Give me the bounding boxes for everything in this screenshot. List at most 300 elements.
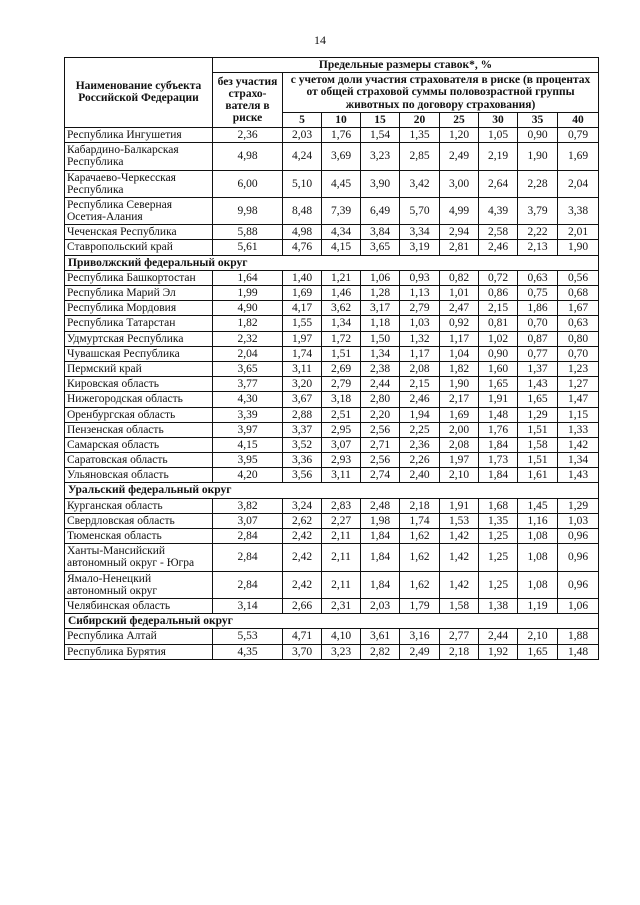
rate-with-participation: 1,79	[400, 598, 440, 613]
table-row	[65, 240, 599, 255]
rate-with-participation: 1,03	[400, 316, 440, 331]
rate-with-participation: 0,87	[518, 331, 558, 346]
rate-without-participation: 3,77	[213, 377, 283, 392]
rate-with-participation: 2,56	[361, 422, 400, 437]
rate-without-participation: 2,32	[213, 331, 283, 346]
rate-without-participation: 4,30	[213, 392, 283, 407]
rate-with-participation: 1,76	[322, 127, 361, 142]
table-row	[65, 529, 599, 544]
rate-with-participation: 1,74	[283, 346, 322, 361]
rate-with-participation: 0,79	[558, 127, 599, 142]
rate-with-participation: 2,49	[400, 644, 440, 659]
rate-with-participation: 2,03	[283, 127, 322, 142]
rate-with-participation: 2,01	[558, 225, 599, 240]
rate-without-participation: 2,84	[213, 571, 283, 598]
table-row	[65, 143, 599, 170]
rate-with-participation: 2,85	[400, 143, 440, 170]
rate-with-participation: 1,51	[518, 422, 558, 437]
section-row	[65, 255, 599, 270]
rate-with-participation: 0,90	[518, 127, 558, 142]
rate-with-participation: 1,20	[440, 127, 479, 142]
rate-with-participation: 2,80	[361, 392, 400, 407]
rate-with-participation: 6,49	[361, 197, 400, 224]
rate-with-participation: 3,00	[440, 170, 479, 197]
rate-with-participation: 4,99	[440, 197, 479, 224]
rate-with-participation: 2,25	[400, 422, 440, 437]
rate-with-participation: 1,84	[361, 544, 400, 571]
rate-with-participation: 3,62	[322, 301, 361, 316]
rate-with-participation: 1,23	[558, 361, 599, 376]
rate-with-participation: 2,13	[518, 240, 558, 255]
region-name: Свердловская область	[65, 513, 213, 528]
header-share: 15	[361, 112, 400, 127]
rate-with-participation: 3,23	[322, 644, 361, 659]
rate-with-participation: 1,68	[479, 498, 518, 513]
rate-with-participation: 0,96	[558, 529, 599, 544]
rate-with-participation: 3,20	[283, 377, 322, 392]
rate-with-participation: 2,18	[400, 498, 440, 513]
rate-with-participation: 1,34	[322, 316, 361, 331]
rate-with-participation: 1,18	[361, 316, 400, 331]
table-row	[65, 316, 599, 331]
rate-with-participation: 2,48	[361, 498, 400, 513]
table-row	[65, 197, 599, 224]
rate-with-participation: 2,69	[322, 361, 361, 376]
rate-with-participation: 1,69	[558, 143, 599, 170]
rate-with-participation: 2,36	[400, 437, 440, 452]
region-name: Республика Ингушетия	[65, 127, 213, 142]
rate-with-participation: 1,34	[361, 346, 400, 361]
rate-with-participation: 0,70	[558, 346, 599, 361]
rate-without-participation: 2,84	[213, 529, 283, 544]
rate-with-participation: 1,65	[518, 644, 558, 659]
region-name: Республика Башкортостан	[65, 270, 213, 285]
table-row	[65, 346, 599, 361]
rate-with-participation: 2,74	[361, 468, 400, 483]
rate-without-participation: 2,84	[213, 544, 283, 571]
rate-with-participation: 1,25	[479, 571, 518, 598]
rate-without-participation: 2,36	[213, 127, 283, 142]
rate-with-participation: 2,20	[361, 407, 400, 422]
rate-with-participation: 3,90	[361, 170, 400, 197]
rate-without-participation: 4,90	[213, 301, 283, 316]
rate-with-participation: 1,62	[400, 544, 440, 571]
rate-with-participation: 0,77	[518, 346, 558, 361]
rate-with-participation: 1,28	[361, 286, 400, 301]
rate-with-participation: 2,38	[361, 361, 400, 376]
table-row	[65, 286, 599, 301]
rate-with-participation: 1,29	[558, 498, 599, 513]
rate-with-participation: 0,92	[440, 316, 479, 331]
rate-with-participation: 1,47	[558, 392, 599, 407]
rate-without-participation: 4,35	[213, 644, 283, 659]
rate-without-participation: 3,65	[213, 361, 283, 376]
rate-with-participation: 2,11	[322, 571, 361, 598]
rate-with-participation: 3,11	[322, 468, 361, 483]
rate-with-participation: 0,63	[518, 270, 558, 285]
rate-with-participation: 2,18	[440, 644, 479, 659]
rate-without-participation: 1,82	[213, 316, 283, 331]
table-row	[65, 498, 599, 513]
region-name: Ставропольский край	[65, 240, 213, 255]
rate-with-participation: 3,52	[283, 437, 322, 452]
rate-with-participation: 5,10	[283, 170, 322, 197]
rate-with-participation: 2,71	[361, 437, 400, 452]
rate-with-participation: 1,98	[361, 513, 400, 528]
rate-with-participation: 7,39	[322, 197, 361, 224]
rate-with-participation: 2,27	[322, 513, 361, 528]
rate-with-participation: 2,95	[322, 422, 361, 437]
rate-with-participation: 2,11	[322, 529, 361, 544]
rate-with-participation: 1,61	[518, 468, 558, 483]
rate-without-participation: 3,95	[213, 453, 283, 468]
rate-with-participation: 1,08	[518, 571, 558, 598]
rate-without-participation: 3,97	[213, 422, 283, 437]
table-row	[65, 644, 599, 659]
rate-with-participation: 1,46	[322, 286, 361, 301]
table-row	[65, 468, 599, 483]
rate-with-participation: 1,84	[479, 468, 518, 483]
rate-with-participation: 1,50	[361, 331, 400, 346]
rate-with-participation: 2,15	[479, 301, 518, 316]
rate-with-participation: 2,03	[361, 598, 400, 613]
table-row	[65, 437, 599, 452]
rate-with-participation: 3,36	[283, 453, 322, 468]
rate-with-participation: 2,49	[440, 143, 479, 170]
region-name: Кабардино-Балкарская Республика	[65, 143, 213, 170]
rate-with-participation: 2,66	[283, 598, 322, 613]
table-row	[65, 170, 599, 197]
header-share: 35	[518, 112, 558, 127]
rate-with-participation: 3,19	[400, 240, 440, 255]
rate-without-participation: 3,14	[213, 598, 283, 613]
rate-with-participation: 0,75	[518, 286, 558, 301]
rate-without-participation: 6,00	[213, 170, 283, 197]
section-title: Сибирский федеральный округ	[65, 614, 599, 629]
rate-with-participation: 3,65	[361, 240, 400, 255]
rate-with-participation: 2,10	[518, 629, 558, 644]
region-name: Чувашская Республика	[65, 346, 213, 361]
rate-with-participation: 1,43	[518, 377, 558, 392]
rate-without-participation: 1,99	[213, 286, 283, 301]
rate-with-participation: 2,04	[558, 170, 599, 197]
rate-with-participation: 1,43	[558, 468, 599, 483]
rate-with-participation: 2,94	[440, 225, 479, 240]
rate-with-participation: 1,25	[479, 544, 518, 571]
rate-with-participation: 1,51	[322, 346, 361, 361]
rate-with-participation: 2,31	[322, 598, 361, 613]
rate-without-participation: 3,39	[213, 407, 283, 422]
rate-with-participation: 1,27	[558, 377, 599, 392]
rate-with-participation: 3,23	[361, 143, 400, 170]
section-row	[65, 614, 599, 629]
rate-without-participation: 5,53	[213, 629, 283, 644]
rate-with-participation: 0,96	[558, 571, 599, 598]
table-row	[65, 571, 599, 598]
rate-with-participation: 1,48	[479, 407, 518, 422]
rate-with-participation: 3,17	[361, 301, 400, 316]
rate-with-participation: 1,42	[440, 571, 479, 598]
rate-with-participation: 1,04	[440, 346, 479, 361]
rate-with-participation: 2,88	[283, 407, 322, 422]
rate-with-participation: 1,84	[361, 571, 400, 598]
region-name: Республика Татарстан	[65, 316, 213, 331]
header-rates-title: Предельные размеры ставок*, %	[213, 58, 599, 73]
rate-with-participation: 1,45	[518, 498, 558, 513]
rate-with-participation: 1,92	[479, 644, 518, 659]
region-name: Нижегородская область	[65, 392, 213, 407]
region-name: Ямало-Ненецкий автономный округ	[65, 571, 213, 598]
rate-with-participation: 1,88	[558, 629, 599, 644]
rate-with-participation: 1,13	[400, 286, 440, 301]
rate-with-participation: 2,82	[361, 644, 400, 659]
rate-with-participation: 1,65	[518, 392, 558, 407]
rate-without-participation: 4,20	[213, 468, 283, 483]
rate-with-participation: 2,26	[400, 453, 440, 468]
rate-with-participation: 1,74	[400, 513, 440, 528]
rate-with-participation: 2,42	[283, 529, 322, 544]
region-name: Ульяновская область	[65, 468, 213, 483]
rate-with-participation: 4,34	[322, 225, 361, 240]
rate-with-participation: 1,84	[479, 437, 518, 452]
rate-with-participation: 1,15	[558, 407, 599, 422]
rate-with-participation: 1,76	[479, 422, 518, 437]
rate-with-participation: 1,29	[518, 407, 558, 422]
rate-with-participation: 3,34	[400, 225, 440, 240]
rate-with-participation: 1,69	[283, 286, 322, 301]
region-name: Чеченская Республика	[65, 225, 213, 240]
rate-with-participation: 0,68	[558, 286, 599, 301]
rate-with-participation: 1,42	[440, 544, 479, 571]
rate-with-participation: 4,24	[283, 143, 322, 170]
rate-with-participation: 1,37	[518, 361, 558, 376]
rate-with-participation: 2,47	[440, 301, 479, 316]
rate-with-participation: 1,16	[518, 513, 558, 528]
header-share: 30	[479, 112, 518, 127]
rate-with-participation: 3,16	[400, 629, 440, 644]
rate-with-participation: 3,37	[283, 422, 322, 437]
region-name: Самарская область	[65, 437, 213, 452]
rate-with-participation: 2,28	[518, 170, 558, 197]
rate-with-participation: 1,08	[518, 544, 558, 571]
table-row	[65, 629, 599, 644]
rate-with-participation: 2,44	[361, 377, 400, 392]
table-row	[65, 377, 599, 392]
rate-with-participation: 1,90	[440, 377, 479, 392]
insurance-rates-table	[64, 57, 599, 660]
rate-with-participation: 1,25	[479, 529, 518, 544]
rate-with-participation: 3,69	[322, 143, 361, 170]
header-share: 40	[558, 112, 599, 127]
rate-with-participation: 1,42	[440, 529, 479, 544]
header-share: 20	[400, 112, 440, 127]
rate-with-participation: 0,72	[479, 270, 518, 285]
table-row	[65, 422, 599, 437]
rate-with-participation: 1,62	[400, 529, 440, 544]
rate-with-participation: 2,10	[440, 468, 479, 483]
region-name: Челябинская область	[65, 598, 213, 613]
rate-with-participation: 1,72	[322, 331, 361, 346]
rate-with-participation: 0,82	[440, 270, 479, 285]
rate-with-participation: 1,58	[440, 598, 479, 613]
rate-with-participation: 3,61	[361, 629, 400, 644]
rate-without-participation: 5,88	[213, 225, 283, 240]
region-name: Республика Бурятия	[65, 644, 213, 659]
rate-with-participation: 2,79	[400, 301, 440, 316]
rate-with-participation: 2,11	[322, 544, 361, 571]
rate-with-participation: 3,84	[361, 225, 400, 240]
rate-with-participation: 1,35	[400, 127, 440, 142]
rate-without-participation: 3,07	[213, 513, 283, 528]
rate-with-participation: 1,84	[361, 529, 400, 544]
rate-with-participation: 2,44	[479, 629, 518, 644]
rate-with-participation: 0,93	[400, 270, 440, 285]
rate-with-participation: 1,48	[558, 644, 599, 659]
header-with-participation: с учетом доли участия страхователя в риске (в процентах от общей страховой суммы половозрастной группы животных по договору страхования)	[283, 73, 599, 113]
region-name: Республика Алтай	[65, 629, 213, 644]
table-row	[65, 331, 599, 346]
rate-with-participation: 4,71	[283, 629, 322, 644]
rate-with-participation: 1,91	[479, 392, 518, 407]
rate-with-participation: 2,93	[322, 453, 361, 468]
rate-with-participation: 1,19	[518, 598, 558, 613]
header-without-participation: без участия страхо-вателя в риске	[213, 73, 283, 128]
table-row	[65, 598, 599, 613]
region-name: Ханты-Мансийский автономный округ - Югра	[65, 544, 213, 571]
region-name: Пензенская область	[65, 422, 213, 437]
rate-with-participation: 1,82	[440, 361, 479, 376]
rate-with-participation: 1,62	[400, 571, 440, 598]
page-number: 14	[314, 33, 326, 47]
rate-with-participation: 2,40	[400, 468, 440, 483]
table-row	[65, 453, 599, 468]
rate-with-participation: 1,01	[440, 286, 479, 301]
region-name: Пермский край	[65, 361, 213, 376]
rate-with-participation: 1,55	[283, 316, 322, 331]
rate-with-participation: 1,34	[558, 453, 599, 468]
rate-with-participation: 1,06	[361, 270, 400, 285]
rate-with-participation: 2,15	[400, 377, 440, 392]
rate-with-participation: 1,91	[440, 498, 479, 513]
rate-with-participation: 1,33	[558, 422, 599, 437]
region-name: Саратовская область	[65, 453, 213, 468]
rate-with-participation: 1,65	[479, 377, 518, 392]
rate-with-participation: 0,56	[558, 270, 599, 285]
region-name: Карачаево-Черкесская Республика	[65, 170, 213, 197]
rate-with-participation: 2,51	[322, 407, 361, 422]
rate-with-participation: 1,35	[479, 513, 518, 528]
rate-with-participation: 1,58	[518, 437, 558, 452]
rate-with-participation: 3,79	[518, 197, 558, 224]
rate-without-participation: 4,15	[213, 437, 283, 452]
section-row	[65, 483, 599, 498]
rate-with-participation: 0,80	[558, 331, 599, 346]
table-body	[65, 127, 599, 659]
rate-with-participation: 2,00	[440, 422, 479, 437]
rate-with-participation: 5,70	[400, 197, 440, 224]
rate-with-participation: 2,17	[440, 392, 479, 407]
rate-with-participation: 1,06	[558, 598, 599, 613]
rate-with-participation: 2,77	[440, 629, 479, 644]
table-row	[65, 407, 599, 422]
table-row	[65, 544, 599, 571]
rate-with-participation: 1,32	[400, 331, 440, 346]
rate-with-participation: 4,17	[283, 301, 322, 316]
rate-with-participation: 1,53	[440, 513, 479, 528]
rate-with-participation: 2,22	[518, 225, 558, 240]
rate-with-participation: 3,56	[283, 468, 322, 483]
rate-with-participation: 0,81	[479, 316, 518, 331]
rate-with-participation: 1,73	[479, 453, 518, 468]
rate-with-participation: 1,60	[479, 361, 518, 376]
region-name: Оренбургская область	[65, 407, 213, 422]
rate-with-participation: 4,39	[479, 197, 518, 224]
table-row	[65, 270, 599, 285]
rate-with-participation: 1,94	[400, 407, 440, 422]
rate-with-participation: 2,62	[283, 513, 322, 528]
section-title: Уральский федеральный округ	[65, 483, 599, 498]
rate-without-participation: 4,98	[213, 143, 283, 170]
rate-with-participation: 2,19	[479, 143, 518, 170]
rate-with-participation: 3,38	[558, 197, 599, 224]
rate-with-participation: 1,03	[558, 513, 599, 528]
section-title: Приволжский федеральный округ	[65, 255, 599, 270]
rate-with-participation: 2,46	[479, 240, 518, 255]
rate-with-participation: 0,96	[558, 544, 599, 571]
region-name: Республика Северная Осетия-Алания	[65, 197, 213, 224]
rate-with-participation: 3,11	[283, 361, 322, 376]
rate-with-participation: 1,17	[440, 331, 479, 346]
rate-with-participation: 1,69	[440, 407, 479, 422]
rate-with-participation: 1,21	[322, 270, 361, 285]
region-name: Республика Мордовия	[65, 301, 213, 316]
rate-with-participation: 2,42	[283, 571, 322, 598]
rate-with-participation: 4,76	[283, 240, 322, 255]
region-name: Удмуртская Республика	[65, 331, 213, 346]
header-share: 25	[440, 112, 479, 127]
rate-with-participation: 0,90	[479, 346, 518, 361]
rate-with-participation: 3,42	[400, 170, 440, 197]
rate-with-participation: 2,64	[479, 170, 518, 197]
table-row	[65, 361, 599, 376]
rate-with-participation: 1,54	[361, 127, 400, 142]
rate-without-participation: 5,61	[213, 240, 283, 255]
rate-with-participation: 1,90	[518, 143, 558, 170]
rate-without-participation: 1,64	[213, 270, 283, 285]
rate-with-participation: 4,98	[283, 225, 322, 240]
rate-with-participation: 1,97	[440, 453, 479, 468]
header-share: 10	[322, 112, 361, 127]
rate-with-participation: 2,08	[440, 437, 479, 452]
rate-with-participation: 3,70	[283, 644, 322, 659]
rate-with-participation: 1,42	[558, 437, 599, 452]
rate-with-participation: 2,58	[479, 225, 518, 240]
rate-with-participation: 1,97	[283, 331, 322, 346]
rate-with-participation: 1,17	[400, 346, 440, 361]
rate-with-participation: 0,63	[558, 316, 599, 331]
rate-without-participation: 3,82	[213, 498, 283, 513]
rate-with-participation: 2,56	[361, 453, 400, 468]
rate-with-participation: 2,08	[400, 361, 440, 376]
rate-with-participation: 3,07	[322, 437, 361, 452]
header-subject: Наименование субъекта Российской Федерации	[65, 58, 213, 128]
rate-with-participation: 1,90	[558, 240, 599, 255]
rate-with-participation: 1,02	[479, 331, 518, 346]
region-name: Курганская область	[65, 498, 213, 513]
region-name: Кировская область	[65, 377, 213, 392]
rate-with-participation: 4,45	[322, 170, 361, 197]
rate-with-participation: 8,48	[283, 197, 322, 224]
